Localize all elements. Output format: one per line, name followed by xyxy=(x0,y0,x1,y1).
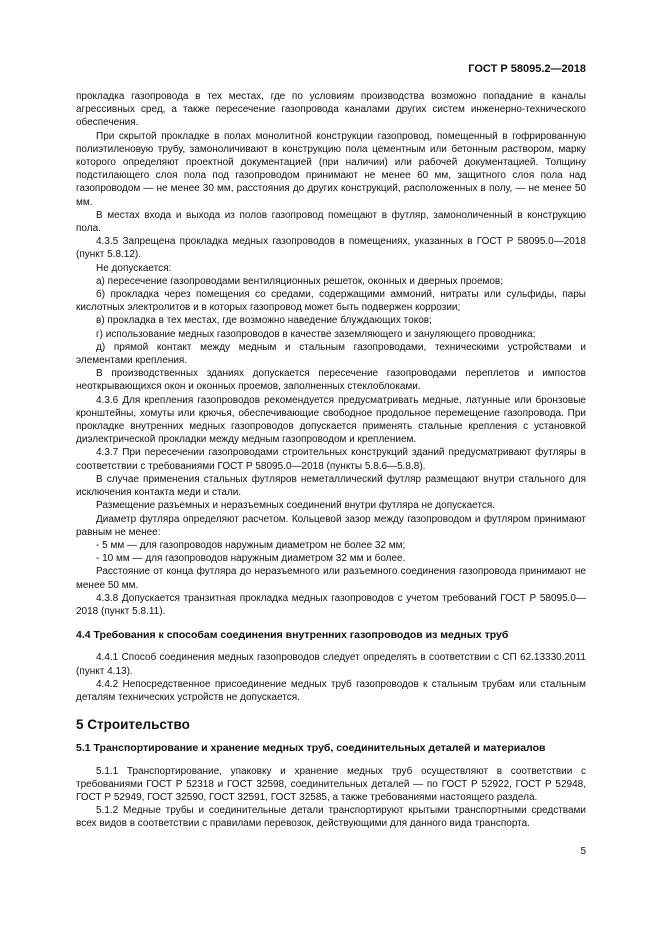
section-5-1-heading: 5.1 Транспортирование и хранение медных труб, соединительных деталей и материалов xyxy=(76,742,546,755)
list-item: - 10 мм — для газопроводов наружным диаметром 32 мм и более. xyxy=(96,553,406,565)
clause-4-4-1: 4.4.1 Способ соединения медных газопроводов следует определять в соответствии с СП 62.13330.2011 (пункт 4.13). xyxy=(76,652,586,677)
document-id-header: ГОСТ Р 58095.2—2018 xyxy=(468,63,586,75)
clause-4-4-2: 4.4.2 Непосредственное присоединение медных труб газопроводов к стальным трубам или стальным деталям технических устройств не допускается. xyxy=(76,678,586,703)
clause-4-3-8: 4.3.8 Допускается транзитная прокладка медных газопроводов с учетом требований ГОСТ Р 58095.0—2018 (пункт 5.8.11). xyxy=(76,592,586,617)
list-item: г) использование медных газопроводов в качестве заземляющего и зануляющего проводника; xyxy=(96,328,536,340)
paragraph: Не допускается: xyxy=(96,262,172,274)
clause-4-3-5: 4.3.5 Запрещена прокладка медных газопроводов в помещениях, указанных в ГОСТ Р 58095.0—2018 (пункт 5.8.12). xyxy=(76,236,586,261)
clause-5-1-1: 5.1.1 Транспортирование, упаковку и хранение медных труб осуществляют в соответствии с требованиями ГОСТ Р 52318 и ГОСТ 32598, соединительных деталей — по ГОСТ Р 52922, ГОСТ Р 52948, ГОСТ Р 52949, ГОСТ 32590, ГОСТ 32591, ГОСТ 32585, а также требованиями настоящего раздела. xyxy=(76,765,586,803)
section-4-4-heading: 4.4 Требования к способам соединения внутренних газопроводов из медных труб xyxy=(76,629,509,642)
paragraph: Размещение разъемных и неразъемных соединений внутри футляра не допускается. xyxy=(96,500,496,512)
section-5-heading: 5 Строительство xyxy=(76,717,190,733)
clause-4-3-6: 4.3.6 Для крепления газопроводов рекомендуется предусматривать медные, латунные или бронзовые кронштейны, хомуты или крючья, обеспечивающие свободное продольное перемещение газопровода. При прокладке внутренних медных газопроводов допускается применять стальные крепления с установкой диэлектрической прокладки между медным газопроводом и креплением. xyxy=(76,394,586,446)
list-item: б) прокладка через помещения со средами, содержащими аммоний, нитраты или сульфиды, пары кислотных электролитов и в которых газопровод может быть подвержен коррозии; xyxy=(76,289,586,314)
page-content xyxy=(76,90,586,831)
paragraph: прокладка газопровода в тех местах, где по условиям производства возможно попадание в каналы агрессивных сред, а также пересечение газопровода каналами других систем инженерно-технического обеспечения. xyxy=(76,91,586,129)
list-item: в) прокладка в тех местах, где возможно наведение блуждающих токов; xyxy=(96,315,432,327)
list-item: а) пересечение газопроводами вентиляционных решеток, оконных и дверных проемов; xyxy=(96,275,504,287)
paragraph: В производственных зданиях допускается пересечение газопроводами переплетов и импостов неоткрывающихся окон и оконных проемов, заполненных стеклоблоками. xyxy=(76,368,586,393)
paragraph: В случае применения стальных футляров неметаллический футляр размещают внутри стального для исключения контакта меди и стали. xyxy=(76,473,586,499)
list-item: д) прямой контакт между медным и стальным газопроводами, техническими устройствами и элементами крепления. xyxy=(76,341,586,367)
paragraph: Диаметр футляра определяют расчетом. Кольцевой зазор между газопроводом и футляром принимают равным не менее: xyxy=(76,513,586,538)
paragraph: При скрытой прокладке в полах монолитной конструкции газопровод, помещенный в гофрированную полиэтиленовую трубу, замоноличивают в конструкцию пола цементным или бетонным раствором, марку которого определяют проектной документацией (при наличии) или рабочей документацией. Толщину подстилающего слоя пола под газопроводом принимают не менее 60 мм, защитного слоя пола над газопроводом — не менее 30 мм, расстояния до других конструкций, расположенных в полу, — не менее 50 мм. xyxy=(76,130,586,208)
page-number: 5 xyxy=(580,846,586,857)
clause-5-1-2: 5.1.2 Медные трубы и соединительные детали транспортируют крытыми транспортными средствами всех видов в соответствии с правилами перевозок, действующими для данного вида транспорта. xyxy=(76,805,586,830)
list-item: - 5 мм — для газопроводов наружным диаметром не более 32 мм; xyxy=(96,539,406,551)
clause-4-3-7: 4.3.7 При пересечении газопроводами строительных конструкций зданий предусматривают футляры в соответствии с требованиями ГОСТ Р 58095.0—2018 (пункты 5.8.6—5.8.8). xyxy=(76,447,586,472)
paragraph: Расстояние от конца футляра до неразъемного или разъемного соединения газопровода принимают не менее 50 мм. xyxy=(76,566,586,591)
paragraph: В местах входа и выхода из полов газопровод помещают в футляр, замоноличенный в конструкцию пола. xyxy=(76,209,586,235)
